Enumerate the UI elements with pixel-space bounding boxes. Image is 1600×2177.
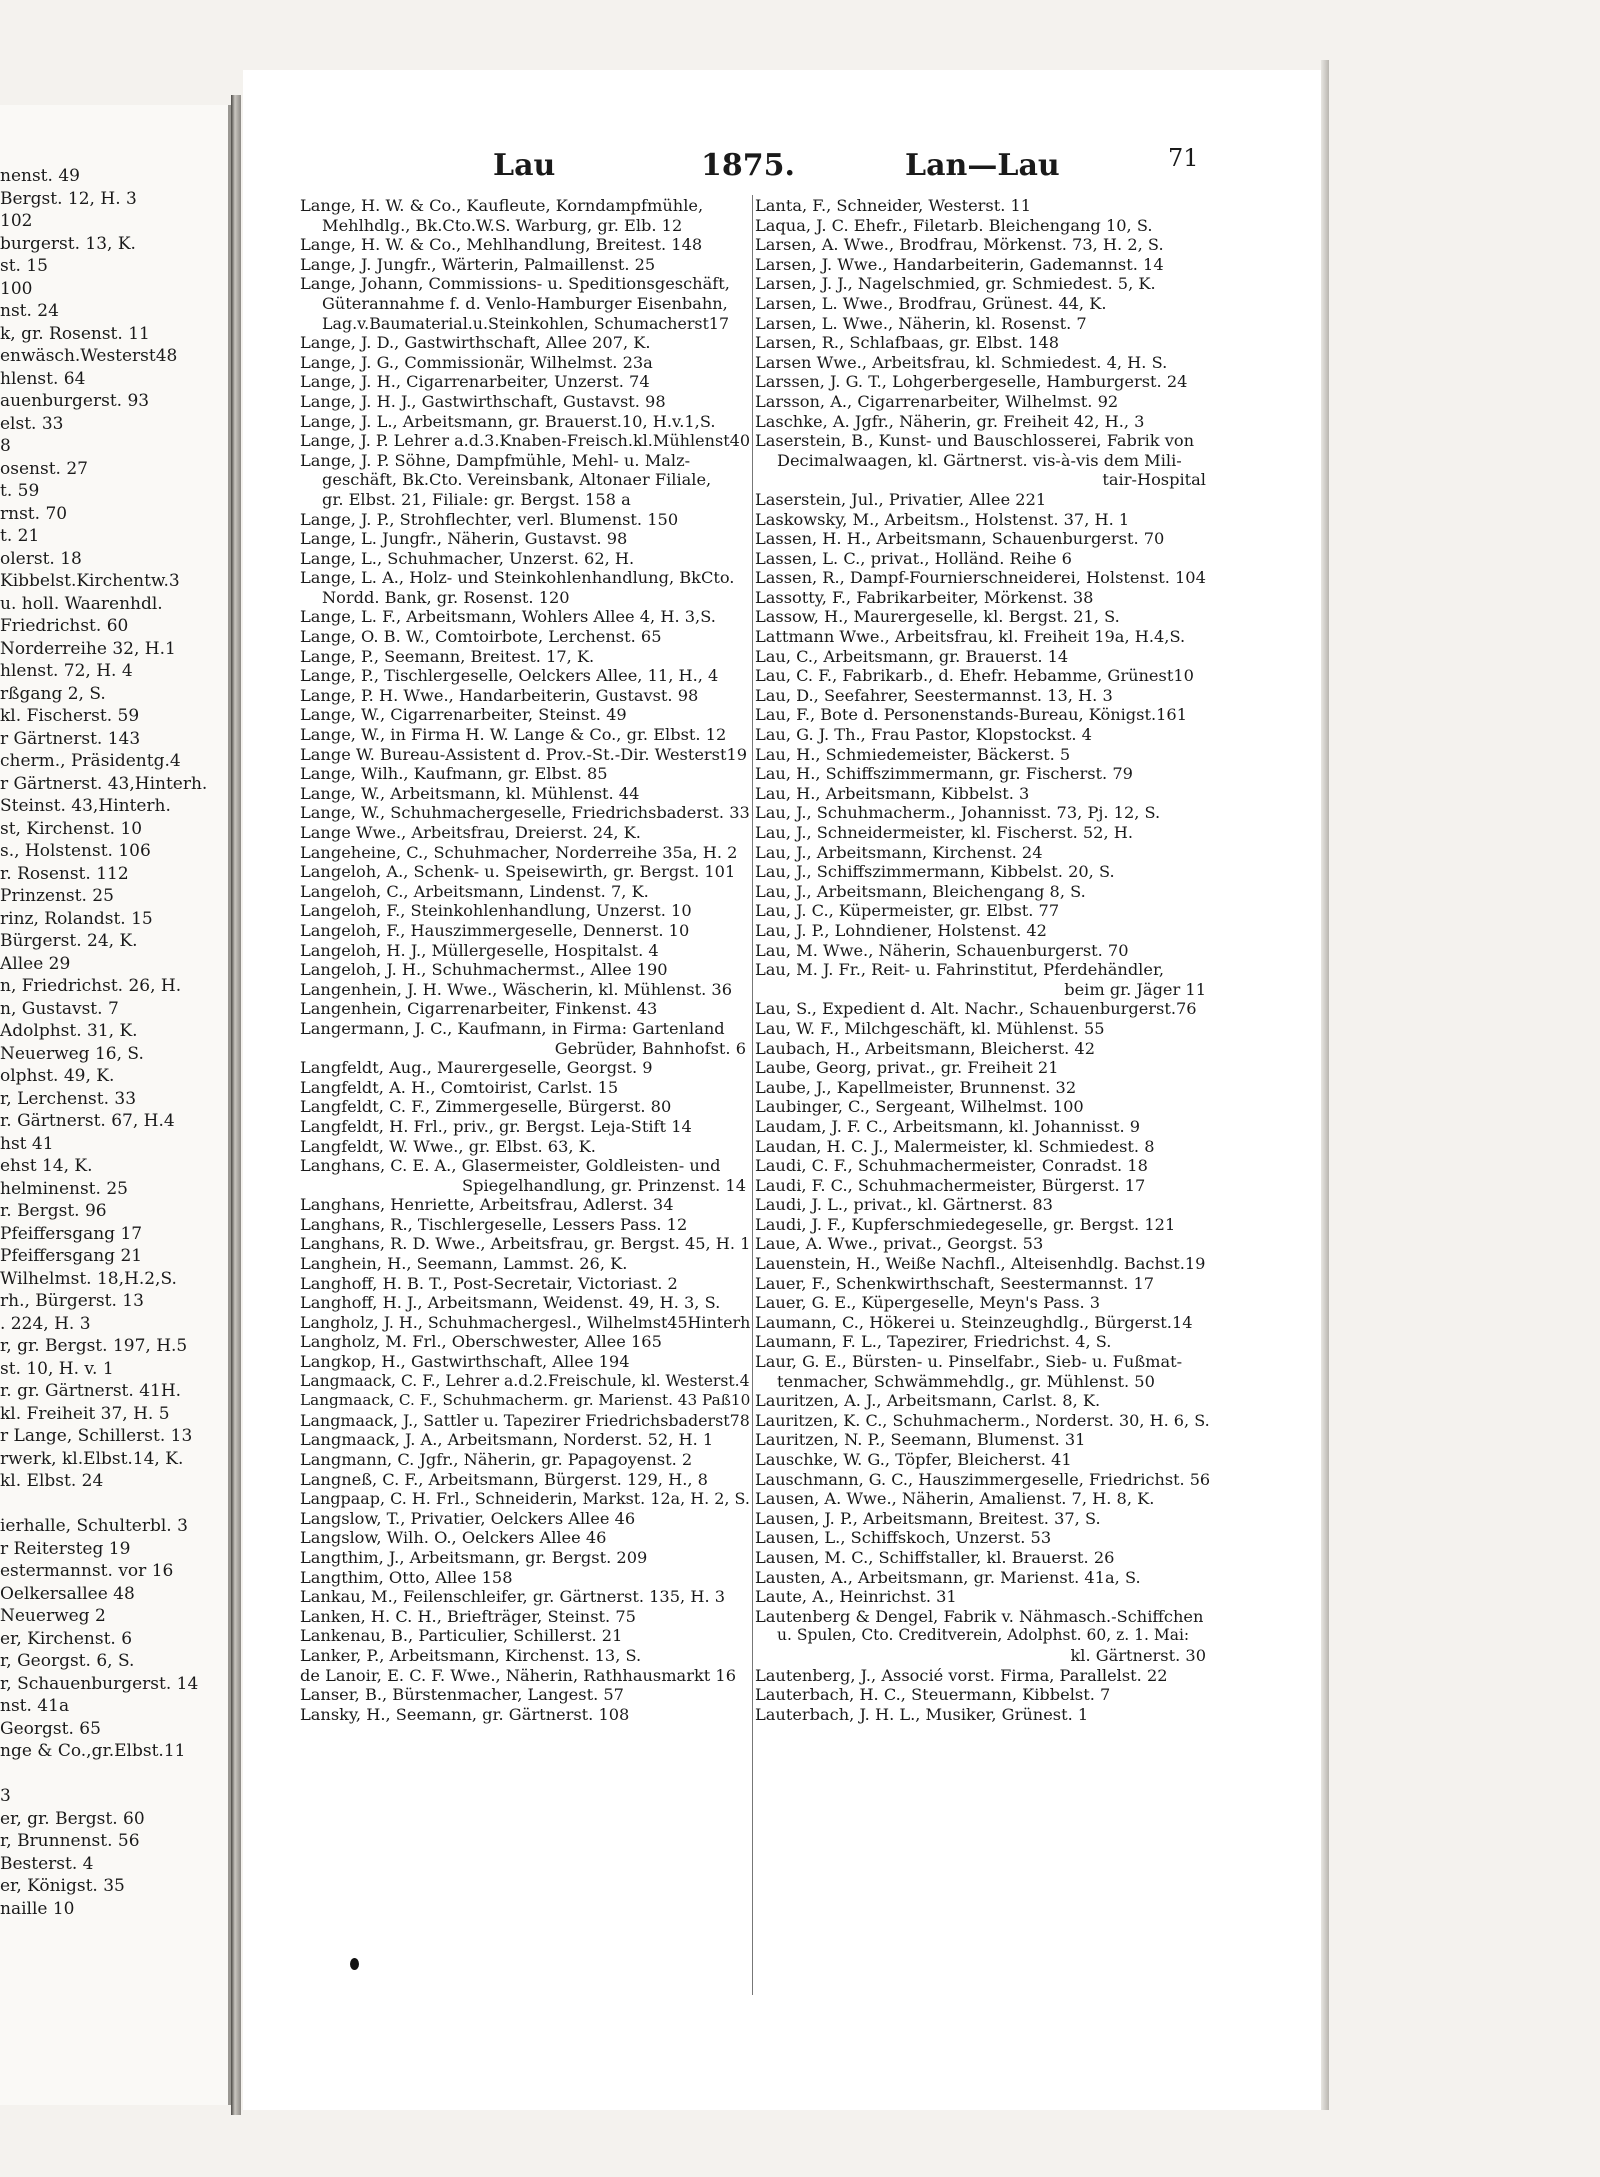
- directory-entry: Larsen, L. Wwe., Brodfrau, Grünest. 44, K.: [755, 293, 1107, 313]
- directory-entry: Langenhein, J. H. Wwe., Wäscherin, kl. Mühlenst. 36: [300, 979, 733, 999]
- directory-entry: Lange, W., in Firma H. W. Lange & Co., gr. Elbst. 12: [300, 725, 727, 745]
- directory-entry-continuation: geschäft, Bk.Cto. Vereinsbank, Altonaer Filiale,: [322, 470, 712, 490]
- facing-page-fragment: nenst. 49: [0, 166, 80, 186]
- directory-entry: Larsen, R., Schlafbaas, gr. Elbst. 148: [755, 333, 1059, 353]
- directory-entry: Lau, H., Schmiedemeister, Bäckerst. 5: [755, 744, 1071, 764]
- page-number: 71: [1168, 144, 1199, 172]
- facing-page-fragment: r. gr. Gärtnerst. 41H.: [0, 1381, 182, 1401]
- directory-entry: Lau, M. Wwe., Näherin, Schauenburgerst. 70: [755, 940, 1129, 960]
- directory-entry: Langmaack, C. F., Lehrer a.d.2.Freischule, kl. Westerst.4: [300, 1371, 750, 1390]
- directory-entry: Lauer, G. E., Küpergeselle, Meyn's Pass. 3: [755, 1293, 1101, 1313]
- facing-page-fragment: ehst 14, K.: [0, 1156, 93, 1176]
- directory-entry: Langthim, Otto, Allee 158: [300, 1567, 513, 1587]
- directory-entry: Laudi, F. C., Schuhmachermeister, Bürgerst. 17: [755, 1175, 1146, 1195]
- facing-page-fragment: 8: [0, 436, 11, 456]
- directory-entry: Lange, J. P. Söhne, Dampfmühle, Mehl- u. Malz-: [300, 450, 691, 470]
- directory-entry: Laudi, C. F., Schuhmachermeister, Conradst. 18: [755, 1156, 1148, 1176]
- directory-entry: Lange, Johann, Commissions- u. Speditionsgeschäft,: [300, 274, 730, 294]
- directory-entry: Lange, J. P. Lehrer a.d.3.Knaben-Freisch.kl.Mühlenst40: [300, 431, 751, 451]
- directory-entry: Lanser, B., Bürstenmacher, Langest. 57: [300, 1685, 624, 1705]
- directory-entry: Langeloh, H. J., Müllergeselle, Hospitalst. 4: [300, 940, 659, 960]
- directory-entry: Lau, C., Arbeitsmann, gr. Brauerst. 14: [755, 646, 1069, 666]
- facing-page-fragment: rh., Bürgerst. 13: [0, 1291, 144, 1311]
- directory-entry: Larsson, A., Cigarrenarbeiter, Wilhelmst. 92: [755, 391, 1119, 411]
- facing-page-fragment: cherm., Präsidentg.4: [0, 751, 181, 771]
- directory-entry: Laubach, H., Arbeitsmann, Bleicherst. 42: [755, 1038, 1096, 1058]
- facing-page-fragment: hlenst. 64: [0, 368, 86, 389]
- facing-page-fragment: st. 10, H. v. 1: [0, 1358, 114, 1379]
- facing-page-fragment: r, Lerchenst. 33: [0, 1088, 137, 1109]
- directory-entry: Langhoff, H. J., Arbeitsmann, Weidenst. 49, H. 3, S.: [300, 1293, 721, 1313]
- directory-entry: Laserstein, Jul., Privatier, Allee 221: [755, 489, 1047, 509]
- directory-entry: Lange W. Bureau-Assistent d. Prov.-St.-Dir. Westerst19: [300, 744, 748, 764]
- directory-entry: Lange, W., Arbeitsmann, kl. Mühlenst. 44: [300, 783, 640, 803]
- directory-entry: Lauer, F., Schenkwirthschaft, Seestermannst. 17: [755, 1273, 1155, 1293]
- directory-entry: de Lanoir, E. C. F. Wwe., Näherin, Rathhausmarkt 16: [300, 1665, 736, 1685]
- directory-entry: Lange, P., Tischlergeselle, Oelckers Allee, 11, H., 4: [300, 666, 719, 686]
- directory-entry: Lankenau, B., Particulier, Schillerst. 21: [300, 1626, 623, 1646]
- directory-entry-continuation: Decimalwaagen, kl. Gärtnerst. vis-à-vis dem Mili-: [777, 450, 1182, 470]
- facing-page-fragment: 3: [0, 1786, 11, 1806]
- directory-entry: Lausen, A. Wwe., Näherin, Amalienst. 7, H. 8, K.: [755, 1489, 1155, 1509]
- directory-entry: Lauritzen, A. J., Arbeitsmann, Carlst. 8, K.: [755, 1391, 1101, 1411]
- directory-entry: Lange, J. H., Cigarrenarbeiter, Unzerst. 74: [300, 372, 650, 392]
- directory-entry: Lange, J. L., Arbeitsmann, gr. Brauerst.10, H.v.1,S.: [300, 411, 716, 431]
- header-right-word: Lan—Lau: [905, 148, 1060, 183]
- directory-entry: Lange, J. H. J., Gastwirthschaft, Gustavst. 98: [300, 391, 666, 411]
- header-left-word: Lau: [493, 148, 556, 183]
- directory-column-right: [755, 196, 1210, 1724]
- directory-entry: Langmann, C. Jgfr., Näherin, gr. Papagoyenst. 2: [300, 1450, 693, 1469]
- directory-entry: Lassotty, F., Fabrikarbeiter, Mörkenst. 38: [755, 587, 1094, 607]
- facing-page-fragment: ierhalle, Schulterbl. 3: [0, 1516, 188, 1536]
- facing-page-fragment: Neuerweg 2: [0, 1606, 106, 1626]
- facing-page-fragment: Friedrichst. 60: [0, 616, 129, 636]
- directory-entry: Lau, J., Schuhmacherm., Johannisst. 73, Pj. 12, S.: [755, 803, 1161, 823]
- facing-page-fragment: st. 15: [0, 256, 48, 276]
- facing-page-fragment: u. holl. Waarenhdl.: [0, 593, 163, 614]
- facing-page-fragment: osenst. 27: [0, 458, 88, 479]
- facing-page-fragment: auenburgerst. 93: [0, 391, 150, 411]
- directory-entry: Lange, J. G., Commissionär, Wilhelmst. 23a: [300, 352, 653, 372]
- directory-entry: Langenhein, Cigarrenarbeiter, Finkenst. 43: [300, 999, 658, 1019]
- directory-entry: Laserstein, B., Kunst- und Bauschlosserei, Fabrik von: [755, 431, 1195, 451]
- facing-page-fragment: r, gr. Bergst. 197, H.5: [0, 1336, 188, 1356]
- directory-entry: Langhoff, H. B. T., Post-Secretair, Victoriast. 2: [300, 1273, 678, 1293]
- facing-page-fragment: Bürgerst. 24, K.: [0, 931, 138, 951]
- facing-page-fragment: r, Brunnenst. 56: [0, 1831, 140, 1851]
- directory-entry-continuation: kl. Gärtnerst. 30: [1070, 1645, 1206, 1665]
- directory-entry: Lautenberg, J., Associé vorst. Firma, Parallelst. 22: [755, 1665, 1168, 1685]
- directory-entry: Lau, M. J. Fr., Reit- u. Fahrinstitut, Pferdehändler,: [755, 960, 1165, 980]
- directory-entry: Lange, L. Jungfr., Näherin, Gustavst. 98: [300, 529, 628, 549]
- directory-entry: Laube, J., Kapellmeister, Brunnenst. 32: [755, 1077, 1077, 1097]
- directory-entry: Lausen, J. P., Arbeitsmann, Breitest. 37, S.: [755, 1508, 1101, 1528]
- directory-entry-continuation: u. Spulen, Cto. Creditverein, Adolphst. 60, z. 1. Mai:: [777, 1626, 1190, 1645]
- directory-entry-continuation: Güterannahme f. d. Venlo-Hamburger Eisenbahn,: [322, 293, 728, 313]
- directory-entry: Lauritzen, K. C., Schuhmacherm., Norderst. 30, H. 6, S.: [755, 1410, 1210, 1430]
- header-year: 1875.: [701, 148, 795, 183]
- facing-page-fragment: nst. 24: [0, 301, 59, 321]
- directory-entry: Langslow, T., Privatier, Oelckers Allee 46: [300, 1508, 636, 1528]
- facing-page-fragment: hst 41: [0, 1133, 54, 1154]
- directory-entry: Lau, S., Expedient d. Alt. Nachr., Schauenburgerst.76: [755, 999, 1197, 1019]
- directory-entry: Larsen, L. Wwe., Näherin, kl. Rosenst. 7: [755, 313, 1087, 333]
- facing-page-fragment: Norderreihe 32, H.1: [0, 638, 176, 659]
- facing-page-fragment: Neuerweg 16, S.: [0, 1043, 144, 1064]
- facing-page-fragment: r, Georgst. 6, S.: [0, 1651, 135, 1671]
- facing-page-fragment: er, gr. Bergst. 60: [0, 1808, 145, 1829]
- directory-entry: Langthim, J., Arbeitsmann, gr. Bergst. 209: [300, 1547, 648, 1567]
- directory-entry: Lange, H. W. & Co., Kaufleute, Korndampfmühle,: [300, 196, 704, 215]
- facing-page-fragment: burgerst. 13, K.: [0, 233, 136, 254]
- facing-page-fragment: Wilhelmst. 18,H.2,S.: [0, 1268, 177, 1289]
- directory-entry: Langeloh, C., Arbeitsmann, Lindenst. 7, K.: [300, 881, 649, 901]
- facing-page-fragment: rinz, Rolandst. 15: [0, 908, 153, 929]
- facing-page-fragment: r Gärtnerst. 43,Hinterh.: [0, 773, 208, 794]
- directory-entry: Lange, J. Jungfr., Wärterin, Palmaillenst. 25: [300, 254, 656, 274]
- facing-page-fragment: Adolphst. 31, K.: [0, 1021, 138, 1041]
- directory-entry: Langhans, C. E. A., Glasermeister, Goldleisten- und: [300, 1156, 721, 1176]
- directory-entry: Laute, A., Heinrichst. 31: [755, 1587, 957, 1607]
- facing-page-fragment: olerst. 18: [0, 548, 82, 569]
- facing-page-fragment: st, Kirchenst. 10: [0, 818, 143, 839]
- directory-entry: Lau, W. F., Milchgeschäft, kl. Mühlenst. 55: [755, 1018, 1105, 1038]
- directory-entry: Laue, A. Wwe., privat., Georgst. 53: [755, 1234, 1044, 1254]
- directory-entry: Lau, H., Schiffszimmermann, gr. Fischerst. 79: [755, 764, 1133, 784]
- directory-entry: Laur, G. E., Bürsten- u. Pinselfabr., Sieb- u. Fußmat-: [755, 1352, 1183, 1372]
- facing-page-fragment: r. Rosenst. 112: [0, 863, 129, 884]
- directory-entry: Lange, J. D., Gastwirthschaft, Allee 207, K.: [300, 333, 651, 353]
- directory-entry: Lauterbach, H. C., Steuermann, Kibbelst. 7: [755, 1685, 1111, 1705]
- book-gutter: [231, 95, 241, 2115]
- facing-page-fragment: Prinzenst. 25: [0, 886, 114, 906]
- directory-entry: Laskowsky, M., Arbeitsm., Holstenst. 37, H. 1: [755, 509, 1130, 529]
- directory-entry-continuation: beim gr. Jäger 11: [1064, 979, 1206, 999]
- directory-entry: Langholz, J. H., Schuhmachergesl., Wilhelmst45Hinterh: [300, 1312, 751, 1332]
- directory-entry: Laumann, F. L., Tapezirer, Friedrichst. 4, S.: [755, 1332, 1112, 1352]
- directory-entry: Laqua, J. C. Ehefr., Filetarb. Bleichengang 10, S.: [755, 215, 1153, 235]
- facing-page-fragment: Oelkersallee 48: [0, 1583, 135, 1604]
- directory-entry: Lange Wwe., Arbeitsfrau, Dreierst. 24, K.: [300, 823, 641, 842]
- directory-entry: Laudi, J. F., Kupferschmiedegeselle, gr. Bergst. 121: [755, 1214, 1176, 1234]
- facing-page-fragment: Georgst. 65: [0, 1718, 101, 1739]
- facing-page-fragment: kl. Elbst. 24: [0, 1471, 104, 1491]
- directory-entry: Lassen, H. H., Arbeitsmann, Schauenburgerst. 70: [755, 529, 1165, 549]
- facing-page-fragment: Kibbelst.Kirchentw.3: [0, 571, 180, 591]
- facing-page-fragment: r. Bergst. 96: [0, 1201, 107, 1221]
- directory-entry: Lauritzen, N. P., Seemann, Blumenst. 31: [755, 1430, 1086, 1450]
- facing-page-fragment: n, Friedrichst. 26, H.: [0, 976, 182, 996]
- directory-entry: Lauschmann, G. C., Hauszimmergeselle, Friedrichst. 56: [755, 1469, 1211, 1489]
- directory-entry: Lange, Wilh., Kaufmann, gr. Elbst. 85: [300, 764, 608, 784]
- directory-entry: Laudan, H. C. J., Malermeister, kl. Schmiedest. 8: [755, 1136, 1155, 1156]
- directory-entry: Lau, J., Arbeitsmann, Bleichengang 8, S.: [755, 881, 1086, 901]
- directory-entry: Langhein, H., Seemann, Lammst. 26, K.: [300, 1254, 628, 1274]
- facing-page-fragment: . 224, H. 3: [0, 1313, 91, 1334]
- directory-entry: Lanker, P., Arbeitsmann, Kirchenst. 13, S.: [300, 1645, 642, 1665]
- ink-blot: [350, 1958, 359, 1970]
- directory-entry-continuation: Nordd. Bank, gr. Rosenst. 120: [322, 587, 570, 607]
- directory-entry: Larsen Wwe., Arbeitsfrau, kl. Schmiedest. 4, H. S.: [755, 352, 1168, 372]
- directory-entry: Laubinger, C., Sergeant, Wilhelmst. 100: [755, 1097, 1084, 1117]
- directory-entry: Langhans, R., Tischlergeselle, Lessers Pass. 12: [300, 1214, 688, 1234]
- directory-entry: Lau, G. J. Th., Frau Pastor, Klopstockst. 4: [755, 725, 1092, 745]
- directory-entry: Langfeldt, Aug., Maurergeselle, Georgst. 9: [300, 1058, 653, 1078]
- facing-page-fragment: olphst. 49, K.: [0, 1066, 115, 1086]
- directory-entry: Lausen, M. C., Schiffstaller, kl. Brauerst. 26: [755, 1547, 1115, 1567]
- directory-entry: Lanta, F., Schneider, Westerst. 11: [755, 196, 1032, 215]
- directory-entry: Lauschke, W. G., Töpfer, Bleicherst. 41: [755, 1450, 1072, 1469]
- directory-entry: Lange, P. H. Wwe., Handarbeiterin, Gustavst. 98: [300, 685, 699, 705]
- page-header: [243, 144, 1321, 188]
- directory-entry: Lau, D., Seefahrer, Seestermannst. 13, H. 3: [755, 685, 1113, 705]
- directory-entry: Lassen, R., Dampf-Fournierschneiderei, Holstenst. 104: [755, 568, 1206, 588]
- facing-page-fragment: nst. 41a: [0, 1696, 70, 1716]
- directory-entry-continuation: Mehlhdlg., Bk.Cto.W.S. Warburg, gr. Elb. 12: [322, 215, 683, 235]
- facing-page-fragment: er, Königst. 35: [0, 1876, 125, 1896]
- directory-entry-continuation: Gebrüder, Bahnhofst. 6: [554, 1038, 746, 1058]
- directory-entry: Laube, Georg, privat., gr. Freiheit 21: [755, 1058, 1059, 1078]
- facing-page-fragment: estermannst. vor 16: [0, 1561, 174, 1581]
- facing-page-fragment: naille 10: [0, 1898, 75, 1919]
- directory-entry: Lau, J., Schneidermeister, kl. Fischerst. 52, H.: [755, 823, 1134, 842]
- directory-entry: Langkop, H., Gastwirthschaft, Allee 194: [300, 1352, 630, 1372]
- facing-page-fragment: r. Gärtnerst. 67, H.4: [0, 1111, 175, 1131]
- directory-entry: Larsen, J. J., Nagelschmied, gr. Schmiedest. 5, K.: [755, 274, 1156, 294]
- directory-entry: Lausten, A., Arbeitsmann, gr. Marienst. 41a, S.: [755, 1567, 1141, 1587]
- directory-entry: Lange, H. W. & Co., Mehlhandlung, Breitest. 148: [300, 235, 703, 255]
- page-edge: [1321, 60, 1329, 2110]
- directory-entry: Langeloh, A., Schenk- u. Speisewirth, gr. Bergst. 101: [300, 862, 736, 882]
- facing-page-fragment: 100: [0, 278, 33, 299]
- left-facing-page: [0, 105, 231, 2105]
- facing-page-fragment: Bergst. 12, H. 3: [0, 188, 137, 209]
- directory-entry: Lange, W., Schuhmachergeselle, Friedrichsbaderst. 33: [300, 803, 750, 823]
- directory-entry: Langfeldt, C. F., Zimmergeselle, Bürgerst. 80: [300, 1097, 672, 1117]
- directory-entry-continuation: gr. Elbst. 21, Filiale: gr. Bergst. 158 a: [322, 489, 631, 509]
- directory-entry: Lange, O. B. W., Comtoirbote, Lerchenst. 65: [300, 627, 662, 647]
- directory-entry: Langmaack, C. F., Schuhmacherm. gr. Marienst. 43 Paß10: [300, 1391, 751, 1410]
- directory-entry: Lau, J., Arbeitsmann, Kirchenst. 24: [755, 842, 1043, 862]
- directory-entry: Laumann, C., Hökerei u. Steinzeughdlg., Bürgerst.14: [755, 1312, 1193, 1332]
- facing-page-fragment: nge & Co.,gr.Elbst.11: [0, 1741, 186, 1761]
- facing-page-fragment: t. 21: [0, 526, 40, 546]
- directory-entry: Langhans, Henriette, Arbeitsfrau, Adlerst. 34: [300, 1195, 674, 1215]
- directory-entry: Langslow, Wilh. O., Oelckers Allee 46: [300, 1528, 607, 1548]
- facing-page-fragment: s., Holstenst. 106: [0, 841, 151, 861]
- facing-page-fragment: kl. Freiheit 37, H. 5: [0, 1403, 170, 1424]
- directory-entry: Lautenberg & Dengel, Fabrik v. Nähmasch.-Schiffchen: [755, 1606, 1204, 1626]
- facing-page-fragment: kl. Fischerst. 59: [0, 706, 140, 726]
- directory-entry: Larsen, J. Wwe., Handarbeiterin, Gademannst. 14: [755, 254, 1164, 274]
- directory-entry-continuation: Spiegelhandlung, gr. Prinzenst. 14: [462, 1175, 746, 1195]
- directory-entry: Lau, J., Schiffszimmermann, Kibbelst. 20, S.: [755, 862, 1115, 882]
- directory-entry: Langpaap, C. H. Frl., Schneiderin, Markst. 12a, H. 2, S.: [300, 1489, 750, 1509]
- directory-entry: Lauterbach, J. H. L., Musiker, Grünest. 1: [755, 1704, 1089, 1724]
- directory-entry: Langeloh, F., Steinkohlenhandlung, Unzerst. 10: [300, 901, 692, 921]
- facing-page-fragment: Steinst. 43,Hinterh.: [0, 796, 171, 816]
- directory-entry: Lausen, L., Schiffskoch, Unzerst. 53: [755, 1528, 1052, 1548]
- directory-entry: Lassow, H., Maurergeselle, kl. Bergst. 21, S.: [755, 607, 1120, 627]
- directory-entry: Larssen, J. G. T., Lohgerbergeselle, Hamburgerst. 24: [755, 372, 1188, 392]
- facing-page-fragment: Besterst. 4: [0, 1853, 94, 1874]
- directory-entry: Langeloh, J. H., Schuhmachermst., Allee 190: [300, 960, 668, 980]
- facing-page-fragment: r, Schauenburgerst. 14: [0, 1673, 199, 1694]
- directory-entry: Lange, P., Seemann, Breitest. 17, K.: [300, 646, 595, 666]
- directory-entry: Lange, L. A., Holz- und Steinkohlenhandlung, BkCto.: [300, 568, 735, 588]
- directory-entry: Langeheine, C., Schuhmacher, Norderreihe 35a, H. 2: [300, 842, 738, 862]
- directory-entry: Lau, J. C., Küpermeister, gr. Elbst. 77: [755, 901, 1060, 921]
- directory-entry: Langfeldt, W. Wwe., gr. Elbst. 63, K.: [300, 1136, 596, 1156]
- facing-page-fragment: Pfeiffersgang 17: [0, 1223, 143, 1244]
- directory-entry: Lankau, M., Feilenschleifer, gr. Gärtnerst. 135, H. 3: [300, 1587, 726, 1607]
- directory-entry: Larsen, A. Wwe., Brodfrau, Mörkenst. 73, H. 2, S.: [755, 235, 1164, 255]
- directory-entry: Lange, L. F., Arbeitsmann, Wohlers Allee 4, H. 3,S.: [300, 607, 716, 627]
- facing-page-fragment: r Gärtnerst. 143: [0, 728, 141, 749]
- directory-entry: Langmaack, J., Sattler u. Tapezirer Friedrichsbaderst78: [300, 1410, 750, 1430]
- column-divider: [752, 195, 753, 1995]
- facing-page-fragment: enwäsch.Westerst48: [0, 346, 178, 366]
- directory-entry-continuation: tair-Hospital: [1102, 470, 1206, 490]
- directory-entry: Langholz, M. Frl., Oberschwester, Allee 165: [300, 1332, 662, 1352]
- directory-column-left: [300, 196, 750, 1724]
- directory-entry: Langmaack, J. A., Arbeitsmann, Norderst. 52, H. 1: [300, 1430, 714, 1450]
- directory-entry: Laudam, J. F. C., Arbeitsmann, kl. Johannisst. 9: [755, 1116, 1141, 1136]
- directory-entry: Lattmann Wwe., Arbeitsfrau, kl. Freiheit 19a, H.4,S.: [755, 627, 1186, 647]
- directory-entry: Lau, J. P., Lohndiener, Holstenst. 42: [755, 920, 1047, 940]
- directory-entry: Laschke, A. Jgfr., Näherin, gr. Freiheit 42, H., 3: [755, 411, 1145, 431]
- facing-page-fragment: Pfeiffersgang 21: [0, 1246, 143, 1266]
- facing-page-fragment: rßgang 2, S.: [0, 683, 106, 704]
- facing-page-fragment: helminenst. 25: [0, 1178, 128, 1199]
- directory-entry: Lange, L., Schuhmacher, Unzerst. 62, H.: [300, 548, 635, 568]
- facing-page-fragment: k, gr. Rosenst. 11: [0, 323, 150, 344]
- directory-entry: Laudi, J. L., privat., kl. Gärtnerst. 83: [755, 1195, 1053, 1215]
- directory-entry: Langfeldt, H. Frl., priv., gr. Bergst. Leja-Stift 14: [300, 1116, 692, 1136]
- directory-entry: Lange, J. P., Strohflechter, verl. Blumenst. 150: [300, 509, 679, 529]
- directory-entry: Lau, F., Bote d. Personenstands-Bureau, Königst.161: [755, 705, 1188, 725]
- directory-entry: Lau, H., Arbeitsmann, Kibbelst. 3: [755, 783, 1030, 803]
- directory-entry: Lansky, H., Seemann, gr. Gärtnerst. 108: [300, 1704, 630, 1724]
- facing-page-fragment: rwerk, kl.Elbst.14, K.: [0, 1448, 184, 1469]
- directory-entry: Lassen, L. C., privat., Holländ. Reihe 6: [755, 548, 1072, 568]
- directory-entry: Lanken, H. C. H., Briefträger, Steinst. 75: [300, 1606, 636, 1626]
- directory-entry: Langhans, R. D. Wwe., Arbeitsfrau, gr. Bergst. 45, H. 1: [300, 1234, 751, 1254]
- directory-entry: Langeloh, F., Hauszimmergeselle, Dennerst. 10: [300, 920, 690, 940]
- facing-page-fragment: hlenst. 72, H. 4: [0, 661, 133, 681]
- directory-entry: Langermann, J. C., Kaufmann, in Firma: Gartenland: [300, 1018, 725, 1038]
- facing-page-fragment: elst. 33: [0, 413, 64, 434]
- directory-entry: Langneß, C. F., Arbeitsmann, Bürgerst. 129, H., 8: [300, 1469, 708, 1489]
- directory-entry: Lange, W., Cigarrenarbeiter, Steinst. 49: [300, 705, 627, 725]
- directory-entry-continuation: tenmacher, Schwämmehdlg., gr. Mühlenst. 50: [777, 1371, 1155, 1391]
- directory-entry: Lau, C. F., Fabrikarb., d. Ehefr. Hebamme, Grünest10: [755, 666, 1194, 686]
- facing-page-fragment: rnst. 70: [0, 503, 68, 524]
- directory-entry-continuation: Lag.v.Baumaterial.u.Steinkohlen, Schumacherst17: [322, 313, 730, 333]
- facing-page-fragment: er, Kirchenst. 6: [0, 1628, 133, 1649]
- facing-page-fragment: r Reitersteg 19: [0, 1538, 131, 1559]
- facing-page-fragment: 102: [0, 211, 33, 231]
- facing-page-fragment: n, Gustavst. 7: [0, 998, 119, 1019]
- facing-page-fragment: Allee 29: [0, 953, 71, 974]
- directory-entry: Lauenstein, H., Weiße Nachfl., Alteisenhdlg. Bachst.19: [755, 1254, 1206, 1274]
- directory-entry: Langfeldt, A. H., Comtoirist, Carlst. 15: [300, 1077, 619, 1097]
- facing-page-fragment: r Lange, Schillerst. 13: [0, 1426, 193, 1446]
- facing-page-fragment: t. 59: [0, 481, 40, 501]
